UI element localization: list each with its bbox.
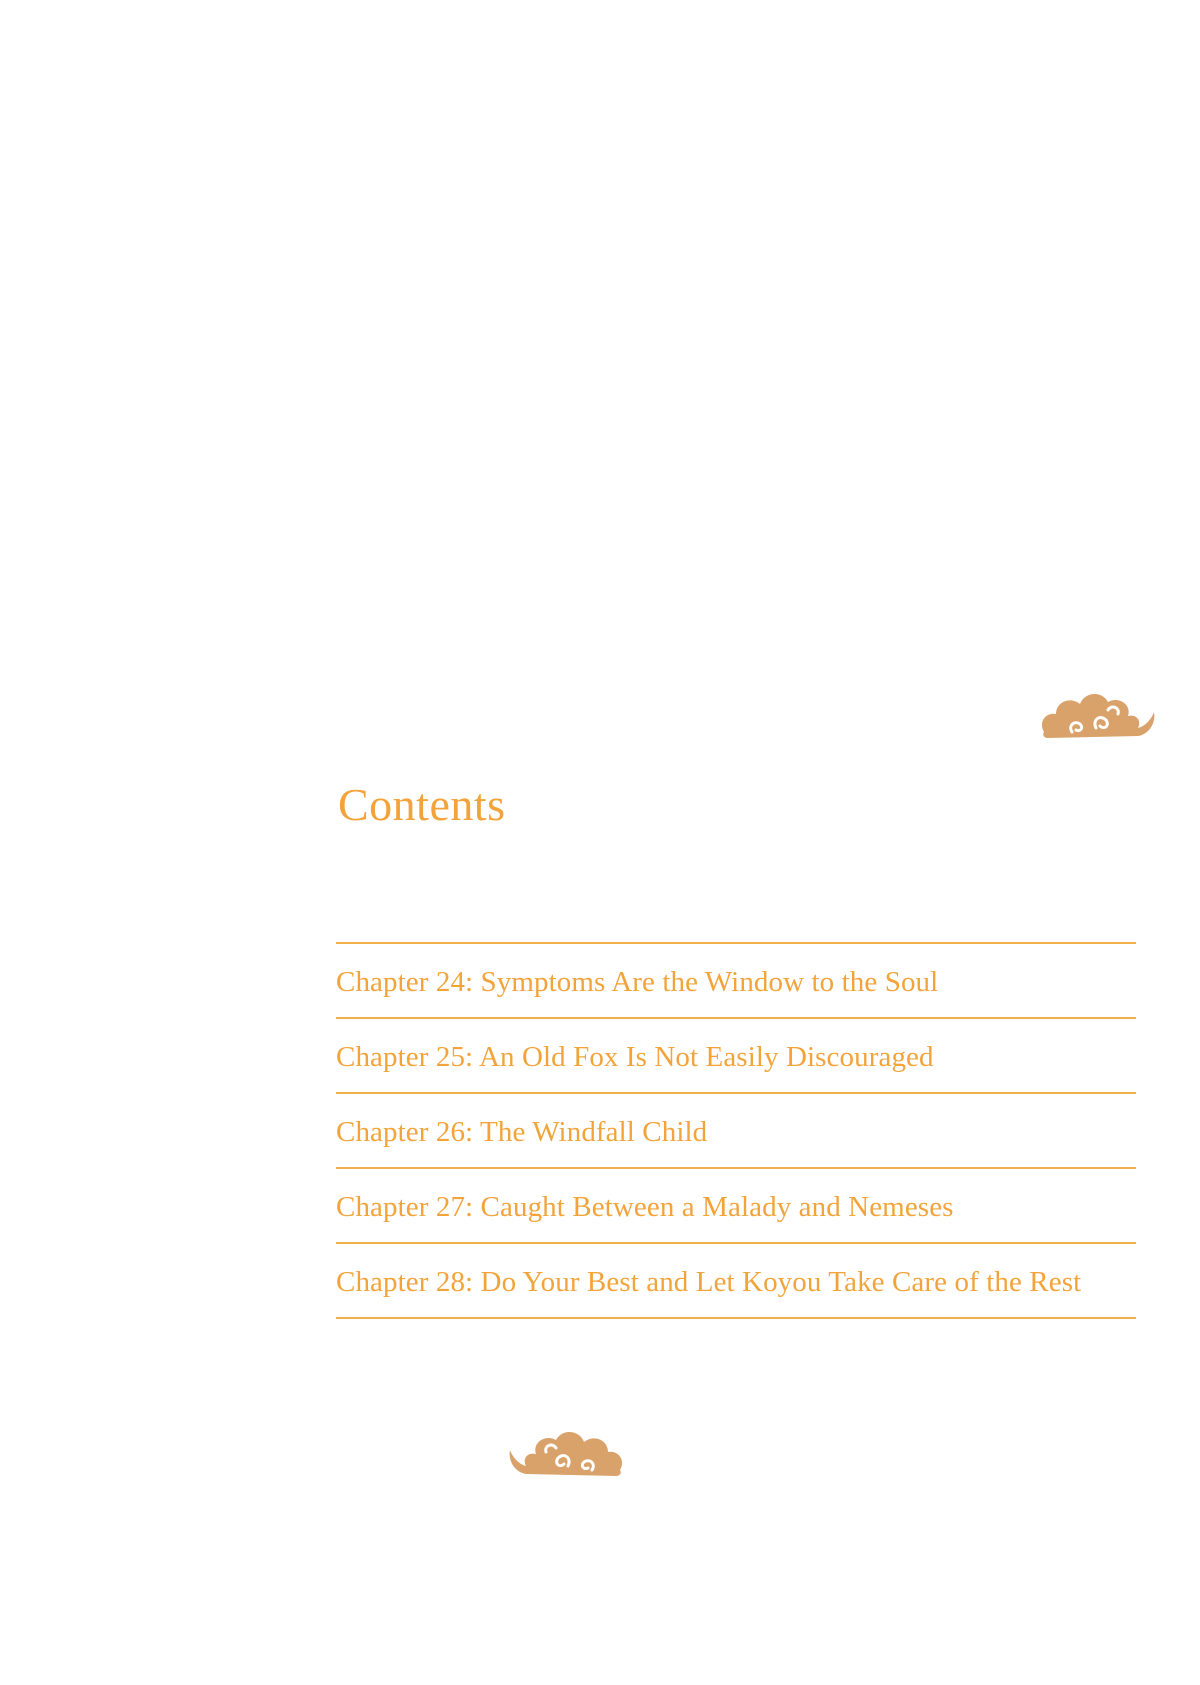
toc-item-label: Chapter 28: Do Your Best and Let Koyou Take Care of the Rest — [336, 1266, 1082, 1298]
cloud-icon — [506, 1420, 626, 1484]
toc-item-label: Chapter 24: Symptoms Are the Window to the Soul — [336, 966, 939, 998]
toc-item-label: Chapter 26: The Windfall Child — [336, 1116, 708, 1148]
toc-item-chapter-24[interactable] — [336, 944, 1136, 1019]
toc-item-label: Chapter 25: An Old Fox Is Not Easily Discouraged — [336, 1041, 934, 1073]
page-title: Contents — [338, 779, 506, 830]
table-of-contents — [336, 942, 1136, 1319]
toc-item-chapter-28[interactable] — [336, 1244, 1136, 1319]
toc-item-chapter-25[interactable] — [336, 1019, 1136, 1094]
toc-item-chapter-27[interactable] — [336, 1169, 1136, 1244]
cloud-icon — [1038, 682, 1158, 746]
toc-item-label: Chapter 27: Caught Between a Malady and Nemeses — [336, 1191, 954, 1223]
toc-item-chapter-26[interactable] — [336, 1094, 1136, 1169]
